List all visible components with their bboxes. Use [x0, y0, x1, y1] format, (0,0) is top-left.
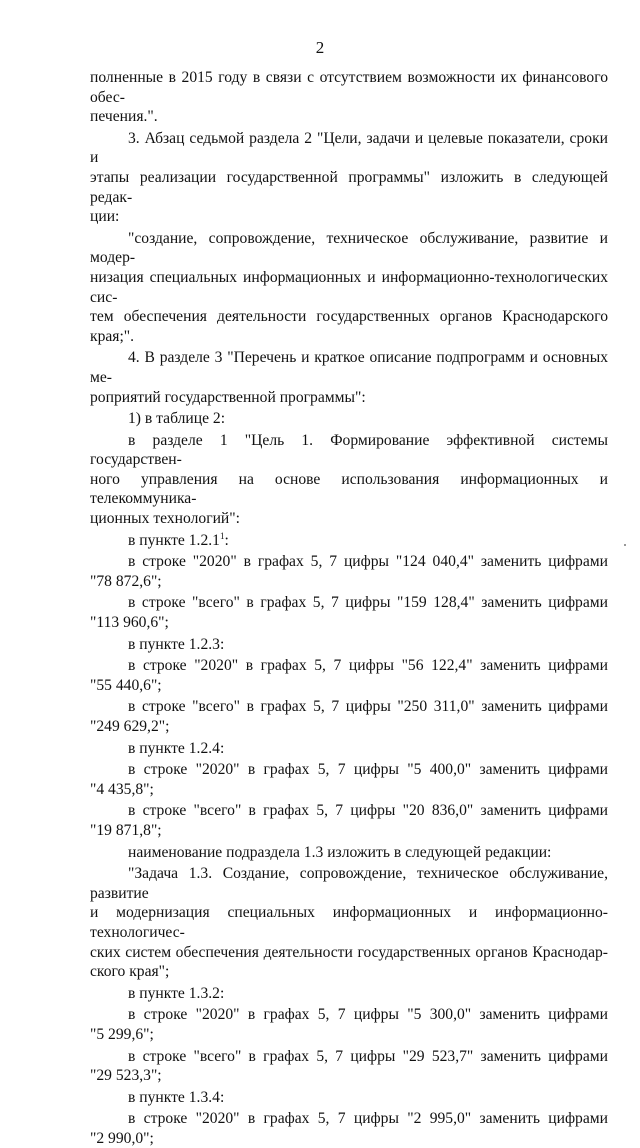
text-line-content: печения.". — [90, 108, 158, 126]
text-line-content: "5 299,6"; — [90, 1025, 154, 1043]
text-line-content: в пункте 1.2.3: — [128, 635, 225, 653]
text-line — [90, 984, 608, 1004]
text-line-content: ционных технологий": — [90, 510, 240, 528]
text-line — [90, 843, 608, 863]
text-line — [90, 821, 608, 841]
text-line-content: в строке "2020" в графах 5, 7 цифры "124 040,4" заменить цифрами — [128, 553, 608, 571]
text-line-content: в строке "2020" в графах 5, 7 цифры "5 300,0" заменить цифрами — [128, 1006, 608, 1024]
text-line-content: в строке "всего" в графах 5, 7 цифры "29 523,7" заменить цифрами — [128, 1047, 608, 1065]
text-line-content: "19 871,8"; — [90, 821, 162, 839]
text-line — [90, 717, 608, 737]
text-line-content: в строке "2020" в графах 5, 7 цифры "56 122,4" заменить цифрами — [128, 657, 608, 675]
text-line — [90, 207, 608, 227]
text-line — [90, 388, 608, 408]
text-line — [90, 1005, 608, 1025]
text-line-content: в строке "всего" в графах 5, 7 цифры "159 128,4" заменить цифрами — [128, 594, 608, 612]
text-line — [90, 1066, 608, 1086]
text-line-content: "29 523,3"; — [90, 1067, 162, 1085]
text-line — [90, 327, 608, 347]
text-line-content: "249 629,2"; — [90, 718, 170, 735]
text-line — [90, 307, 608, 327]
text-line-content: роприятий государственной программы": — [90, 388, 366, 406]
text-line-suffix: : — [224, 531, 229, 549]
text-line — [90, 1025, 608, 1045]
text-line — [90, 409, 608, 429]
text-line — [90, 613, 608, 633]
text-line-content: в строке "2020" в графах 5, 7 цифры "2 995,0" заменить цифрами — [128, 1110, 608, 1128]
text-line — [90, 1109, 608, 1129]
text-line — [90, 697, 608, 717]
text-line-content: в строке "2020" в графах 5, 7 цифры "5 400,0" заменить цифрами — [128, 761, 608, 779]
text-line — [90, 552, 608, 572]
text-line — [90, 431, 608, 470]
text-line — [90, 1088, 608, 1108]
text-line — [90, 348, 608, 387]
text-line-content: ции: — [90, 208, 120, 226]
text-line-content: 3. Абзац седьмой раздела 2 "Цели, задачи и целевые показатели, сроки и — [90, 129, 608, 167]
text-line — [90, 470, 608, 509]
text-line-content: в пункте 1.2.1 — [128, 531, 220, 549]
text-line — [90, 1047, 608, 1067]
page-number: 2 — [315, 38, 325, 57]
text-line — [90, 864, 608, 903]
text-line-content: наименование подраздела 1.3 изложить в следующей редакции: — [128, 843, 552, 861]
text-line-content: "Задача 1.3. Создание, сопровождение, техническое обслуживание, развитие — [90, 865, 608, 902]
text-line — [90, 1129, 608, 1148]
text-line — [90, 801, 608, 821]
text-line-content: тем обеспечения деятельности государственных органов Краснодарского — [90, 308, 608, 326]
text-line-content: 1) в таблице 2: — [128, 410, 226, 428]
text-line-content: ских систем обеспечения деятельности государственных органов Краснодар- — [90, 943, 608, 961]
text-line-content: полненные в 2015 году в связи с отсутствием возможности их финансового обес- — [90, 69, 608, 106]
text-line — [90, 760, 608, 780]
text-line-content: ного управления на основе использования информационных и телекоммуника- — [90, 470, 608, 508]
text-line-content: "2 990,0"; — [90, 1129, 154, 1147]
text-line — [90, 962, 608, 982]
text-line — [90, 943, 608, 963]
text-line — [90, 168, 608, 207]
text-line — [90, 903, 608, 942]
text-line-content: в строке "всего" в графах 5, 7 цифры "20 836,0" заменить цифрами — [128, 802, 608, 820]
text-line-content: этапы реализации государственной программы" изложить в следующей редак- — [90, 168, 608, 206]
text-line-content: "78 872,6"; — [90, 572, 162, 590]
text-line — [90, 509, 608, 529]
text-line-content: ского края"; — [90, 963, 170, 981]
text-line — [90, 676, 608, 696]
text-line-content: "113 960,6"; — [90, 614, 169, 632]
text-line-content: низация специальных информационных и информационно-технологических сис- — [90, 268, 608, 306]
text-line — [90, 68, 608, 107]
text-line — [90, 107, 608, 127]
text-line-content: "4 435,8"; — [90, 780, 154, 798]
text-line-content: "создание, сопровождение, техническое обслуживание, развитие и модер- — [90, 229, 608, 267]
text-line — [90, 739, 608, 759]
text-line-content: "55 440,6"; — [90, 676, 162, 694]
text-line — [90, 656, 608, 676]
text-line-content: 4. В разделе 3 "Перечень и краткое описание подпрограмм и основных ме- — [90, 349, 608, 386]
scan-speck — [624, 544, 626, 546]
text-line — [90, 129, 608, 168]
text-line — [90, 229, 608, 268]
text-line-content: края;". — [90, 327, 135, 345]
text-line — [90, 268, 608, 307]
text-line-content: в разделе 1 "Цель 1. Формирование эффективной системы государствен- — [90, 431, 608, 469]
text-line-content: в строке "всего" в графах 5, 7 цифры "250 311,0" заменить цифрами — [128, 698, 608, 716]
text-line — [90, 593, 608, 613]
text-line-content: в пункте 1.2.4: — [128, 739, 225, 757]
text-line-content: и модернизация специальных информационных и информационно-технологичес- — [90, 904, 608, 941]
text-line — [90, 780, 608, 800]
footnote-marker: 1 — [219, 530, 225, 541]
text-line-content: в пункте 1.3.4: — [128, 1088, 225, 1106]
text-line — [90, 531, 608, 551]
text-line-content: в пункте 1.3.2: — [128, 984, 225, 1002]
text-line — [90, 572, 608, 592]
document-body — [90, 68, 608, 1148]
text-line — [90, 635, 608, 655]
